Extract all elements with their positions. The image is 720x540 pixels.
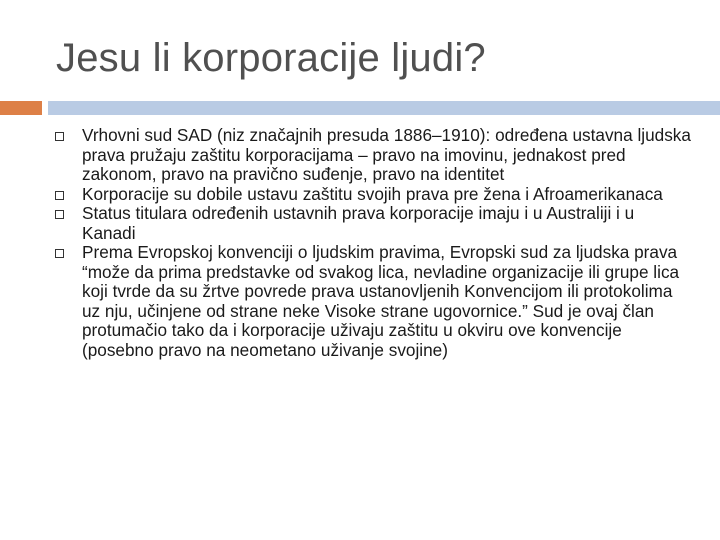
square-bullet-icon <box>55 249 64 258</box>
accent-bar-orange <box>0 101 42 115</box>
bullet-item <box>82 185 692 205</box>
bullet-item <box>82 126 692 185</box>
bullet-text: Status titulara određenih ustavnih prava korporacije imaju i u Australiji i u Kanadi <box>82 203 635 243</box>
bullet-text: Vrhovni sud SAD (niz značajnih presuda 1886–1910): određena ustavna ljudska prava pružaju zaštitu korporacijama – pravo na imovinu, jednakost pred zakonom, pravo na pravično suđenje, pravo na identitet <box>82 125 691 184</box>
square-bullet-icon <box>55 210 64 219</box>
square-bullet-icon <box>55 191 64 200</box>
bullet-text: Prema Evropskoj konvenciji o ljudskim pravima, Evropski sud za ljudska prava “može da prima predstavke od svakog lica, nevladine organizacije ili grupe lica koji tvrde da su žrtve povrede prava ustanovljenih Konvencijom ili protokolima uz nju, učinjene od strane neke Visoke strane ugovornice.” Sud je ovaj član protumačio tako da i korporacije uživaju zaštitu u okviru ove konvencije (posebno pravo na neometano uživanje svojine) <box>82 242 680 360</box>
bullet-item <box>82 243 692 360</box>
bullet-text: Korporacije su dobile ustavu zaštitu svojih prava pre žena i Afroamerikanaca <box>82 183 663 204</box>
slide-title: Jesu li korporacije ljudi? <box>56 36 486 80</box>
bullet-list <box>82 126 692 360</box>
accent-bar-blue <box>48 101 720 115</box>
bullet-item <box>82 204 692 243</box>
square-bullet-icon <box>55 132 64 141</box>
